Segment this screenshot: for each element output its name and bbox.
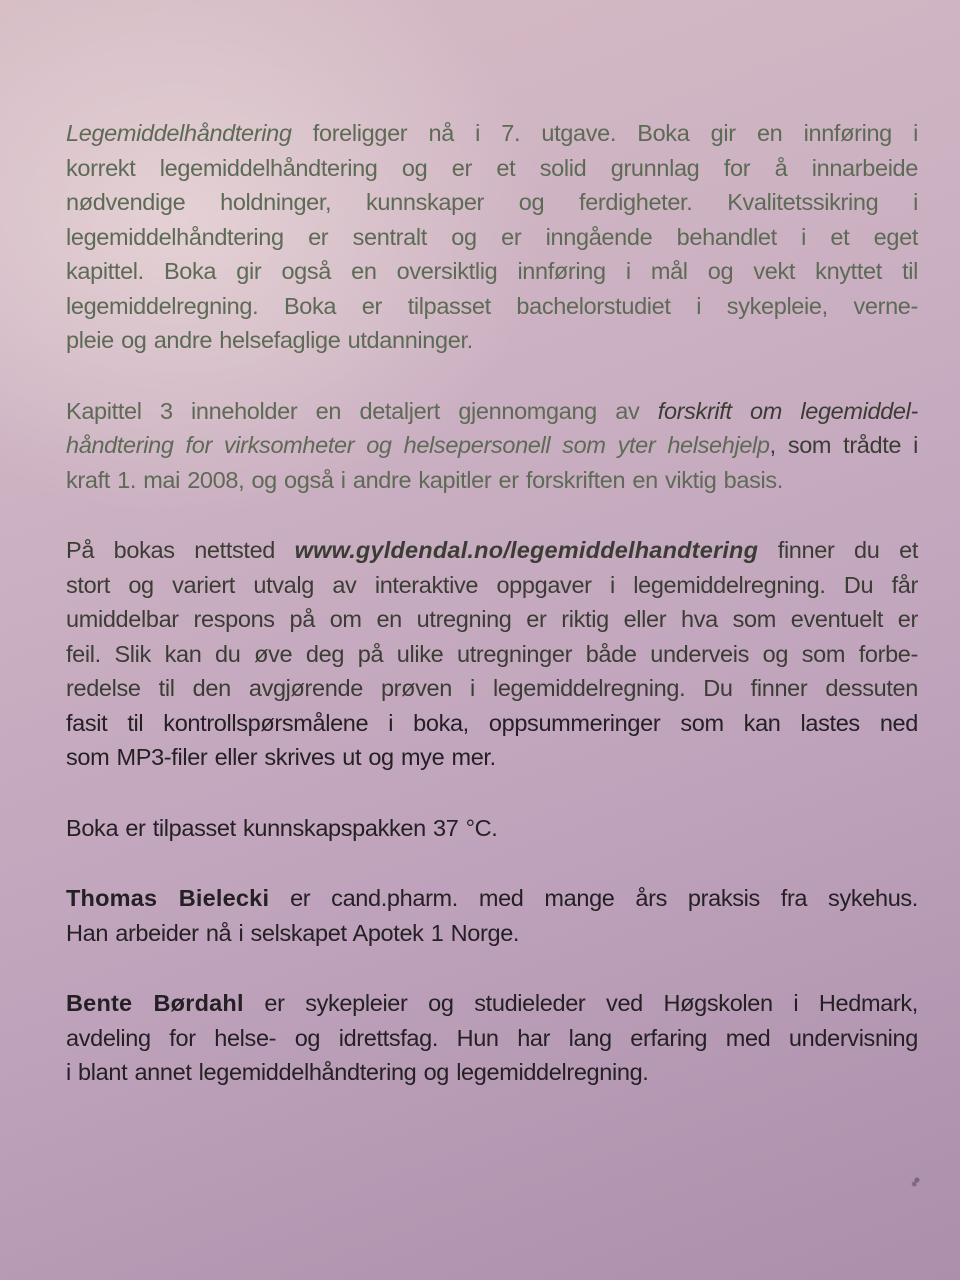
text-line [66, 394, 918, 429]
website-paragraph [66, 533, 918, 775]
text-line: som MP3-filer eller skrives ut og mye mer. [66, 744, 496, 770]
text-line: fasit til kontrollspørsmålene i boka, oppsummeringer som kan lastes ned [66, 709, 918, 736]
text-segment: foreligger nå i 7. utgave. Boka gir en innføring i [291, 120, 918, 146]
author-bio-bielecki [66, 881, 918, 950]
text-line: kraft 1. mai 2008, og også i andre kapitler er forskriften en viktig basis. [66, 466, 783, 493]
back-cover-text [66, 112, 918, 1126]
chapter3-paragraph [66, 394, 918, 498]
text-line: feil. Slik kan du øve deg på ulike utregninger både underveis og som forbe- [66, 640, 918, 667]
text-line: stort og variert utvalg av interaktive oppgaver i legemiddelregning. Du får [66, 571, 918, 598]
text-segment: er sykepleier og studieleder ved Høgskolen i Hedmark, [243, 990, 918, 1016]
author-bio-bordahl [66, 986, 918, 1090]
text-line: umiddelbar respons på om en utregning er riktig eller hva som eventuelt er [66, 606, 918, 632]
text-line: Han arbeider nå i selskapet Apotek 1 Norge. [66, 919, 520, 946]
text-line: legemiddelhåndtering er sentralt og er inngående behandlet i et eget [66, 223, 918, 250]
regulation-title: forskrift om legemiddel- [657, 397, 918, 424]
text-line [66, 533, 918, 568]
smudge-mark [910, 1170, 924, 1190]
text-line: i blant annet legemiddelhåndtering og legemiddelregning. [66, 1059, 649, 1085]
package-paragraph [66, 811, 918, 846]
website-url: www.gyldendal.no/legemiddelhandtering [294, 537, 759, 563]
author-name: Bente Børdahl [66, 990, 244, 1016]
author-name: Thomas Bielecki [66, 885, 270, 911]
regulation-title: håndtering for virksomheter og helsepersonell som yter helsehjelp [66, 432, 770, 458]
text-line [66, 986, 918, 1021]
book-title: Legemiddelhåndtering [66, 120, 292, 146]
text-line: pleie og andre helsefaglige utdanninger. [66, 327, 473, 353]
text-segment: er cand.pharm. med mange års praksis fra sykehus. [269, 885, 918, 911]
intro-paragraph [66, 116, 918, 358]
text-line [66, 881, 918, 916]
text-segment: finner du et [758, 537, 918, 563]
text-line: Boka er tilpasset kunnskapspakken 37 °C. [66, 814, 498, 841]
text-line: korrekt legemiddelhåndtering og er et solid grunnlag for å innarbeide [66, 154, 918, 181]
text-line: nødvendige holdninger, kunnskaper og ferdigheter. Kvalitetssikring i [66, 189, 918, 215]
text-line: avdeling for helse- og idrettsfag. Hun har lang erfaring med undervisning [66, 1024, 918, 1051]
text-line: kapittel. Boka gir også en oversiktlig innføring i mål og vekt knyttet til [66, 258, 918, 284]
text-segment: Kapittel 3 inneholder en detaljert gjennomgang av [66, 397, 658, 424]
text-line [66, 428, 918, 463]
text-line: redelse til den avgjørende prøven i legemiddelregning. Du finner dessuten [66, 675, 918, 701]
text-segment: På bokas nettsted [66, 537, 295, 563]
text-line [66, 116, 918, 151]
text-line: legemiddelregning. Boka er tilpasset bachelorstudiet i sykepleie, verne- [66, 292, 918, 319]
text-segment: , som trådte i [769, 432, 918, 458]
